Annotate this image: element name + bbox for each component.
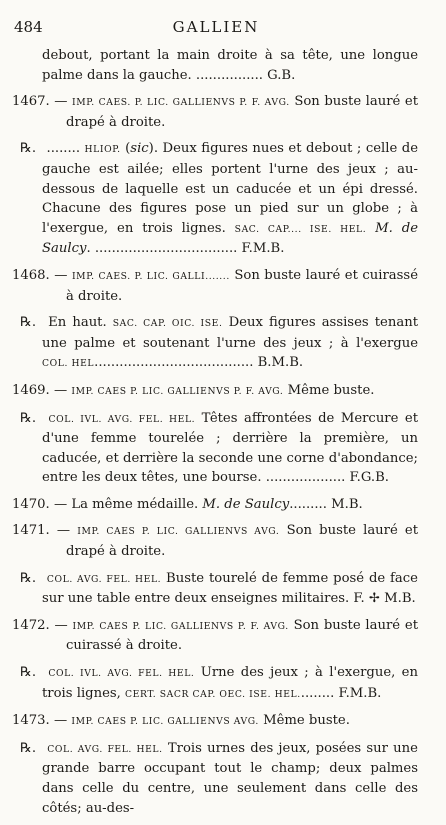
reverse-description [20,313,418,374]
body-text: ........ [42,141,85,157]
legend-text: IMP. CAES P. LIC. GALLIENVS AVG. [77,526,280,538]
body-text: — [49,523,78,539]
running-title: GALLIEN [172,18,260,36]
body-text: . .................................. F.M.B. [86,241,285,257]
body-text: En haut. [42,315,113,331]
body-text: — [49,713,72,729]
reverse-description [20,139,419,259]
entry-number: 1470. [12,496,50,512]
page-number: 484 [14,18,43,36]
legend-text: SAC. CAP.... ISE. HEL. [234,223,367,235]
body-text: Même buste. [283,382,375,398]
body-text: ). Deux figures nues et debout ; celle de gauche est ailée; elles portent l'urne des jeux ; au-dessous de laquelle est un caducée et un épi dressé. Chacune des figures pose un pied sur un globe ; à l'exergue, en trois lignes. [42,141,419,236]
continued-text [42,46,418,85]
catalog-entry [12,711,418,732]
body-text: debout, portant la main droite à sa tête, une longue palme dans la gauche. ................ G.B. [42,48,418,83]
legend-text: COL. IVL. AVG. FEL. HEL. [48,413,196,425]
legend-text: HLIOP. [84,144,121,156]
italic-text: M. de Saulcy [42,220,418,257]
catalog-entry [12,495,418,515]
legend-text: IMP. CAES P. LIC. GALLIENVS P. F. AVG. [72,620,289,632]
italic-text: sic [130,141,149,157]
reverse-description [20,739,418,818]
entry-number: 1468. [12,267,50,283]
reverse-mark: ℞. [20,141,37,157]
entry-number: 1473. [12,713,50,729]
reverse-mark: ℞. [20,570,37,586]
italic-text: M. de Saulcy [202,496,290,512]
catalog-body [12,46,419,825]
reverse-description [20,409,418,488]
entry-number: 1471. [12,523,50,539]
body-text: Son buste lauré et drapé à droite. [66,94,419,130]
body-text: Son buste lauré et cuirassé à droite. [66,267,418,304]
body-text: Même buste. [258,713,350,729]
reverse-mark: ℞. [20,740,37,756]
legend-text: SAC. CAP. OIC. ISE. [112,318,223,330]
reverse-mark: ℞. [20,410,37,426]
body-text: — [49,267,72,283]
body-text: Son buste lauré et cuirassé à droite. [66,617,418,654]
body-text: Urne des jeux ; à l'exergue, en trois lignes, [42,665,418,701]
catalog-entry [12,266,418,306]
catalog-entry [12,92,419,132]
legend-text: COL. IVL. AVG. FEL. HEL. [48,668,195,680]
legend-text: CERT. SACR CAP. OEC. ISE. HEL. [125,688,301,700]
page-header [14,18,418,38]
entry-number: 1469. [12,382,50,398]
body-text: — [49,382,72,398]
body-text: ...................................... B.M.B. [94,355,304,371]
body-text: — La même médaille. [49,496,203,512]
legend-text: IMP. CAES P. LIC. GALLIENVS P. F. AVG. [71,385,284,397]
legend-text: IMP. CAES. P. LIC. GALLI....... [71,270,230,282]
reverse-description [20,663,418,704]
body-text: Trois urnes des jeux, posées sur une grande barre occupant tout le champ; deux palmes dans celle du centre, une seulement dans celle des côtés; au-des- [42,740,418,816]
body-text: Deux figures assises tenant une palme et soutenant l'urne des jeux ; à l'exergue [42,315,418,351]
body-text: Têtes affrontées de Mercure et d'une femme tourelée ; derrière la première, un caducée, et derrière la seconde une corne d'abondance; entre les deux têtes, une bourse. ................... F.G.B. [42,410,418,486]
body-text: — [49,94,73,110]
body-text: — [49,617,73,633]
legend-text: IMP. CAES. P. LIC. GALLIENVS P. F. AVG. [72,97,290,109]
body-text [366,221,375,236]
reverse-mark: ℞. [20,315,37,331]
legend-text: COL. AVG. FEL. HEL. [47,743,163,755]
entry-number: 1467. [12,94,50,110]
body-text: ( [120,141,131,157]
catalog-entry [12,521,419,561]
reverse-mark: ℞. [20,665,37,681]
body-text: Buste tourelé de femme posé de face sur une table entre deux enseignes militaires. F. ✢ M.B. [42,570,418,607]
catalog-entry [12,616,418,656]
legend-text: IMP. CAES P. LIC. GALLIENVS AVG. [71,716,259,728]
reverse-description [20,569,418,609]
body-text: ......... M.B. [289,496,363,512]
catalog-entry [12,381,418,402]
body-text: ........ F.M.B. [300,685,382,701]
legend-text: COL. HEL [42,358,95,370]
legend-text: COL. AVG. FEL. HEL. [46,573,162,585]
body-text: Son buste lauré et drapé à droite. [66,523,419,560]
entry-number: 1472. [12,617,50,633]
